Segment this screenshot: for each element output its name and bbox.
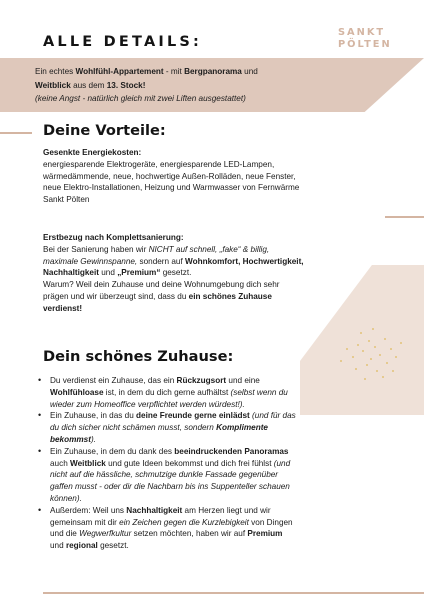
list-line — [50, 540, 398, 552]
list-line — [50, 434, 398, 446]
sparkle-dot — [368, 340, 370, 342]
list-line — [50, 517, 398, 529]
text-span: setzen möchten, haben wir auf — [131, 529, 248, 539]
erstbezug-line: Warum? Weil dein Zuhause und deine Wohnumgebung dich sehr — [43, 280, 280, 290]
energie-line: wärmedämmende, neue, hochwertige Außen-Rolläden, neue Fenster, — [43, 171, 296, 181]
list-line — [50, 399, 398, 411]
banner-line-2 — [35, 79, 365, 93]
bullet-icon: • — [38, 445, 42, 456]
heading-accent-rule — [0, 132, 32, 134]
footer-accent-rule — [43, 592, 424, 594]
list-line — [50, 481, 398, 493]
text-span: und gute Ideen bekommst und dich frei fühlst — [105, 458, 274, 468]
text-bold: verdienst! — [43, 303, 83, 313]
list-item — [38, 375, 398, 410]
sparkle-dot — [384, 338, 386, 340]
logo-line-1: SANKT — [338, 27, 386, 38]
text-span: aus dem — [70, 80, 107, 90]
text-span: Ein echtes — [35, 67, 76, 76]
list-line — [50, 469, 398, 481]
sparkle-dot — [400, 342, 402, 344]
text-italic: (keine Angst - natürlich gleich mit zwei Liften ausgestattet) — [35, 94, 246, 103]
text-span: und — [241, 67, 258, 76]
sparkle-dot — [386, 362, 388, 364]
sparkle-dot — [340, 360, 342, 362]
erstbezug-line — [43, 303, 304, 315]
list-line — [50, 493, 398, 505]
text-span: von Dingen — [248, 517, 293, 527]
energie-line: energiesparende Elektrogeräte, energiesparende LED-Lampen, — [43, 159, 275, 169]
text-bold: regional — [65, 541, 98, 551]
sparkle-dot — [360, 332, 362, 334]
erstbezug-title — [43, 232, 304, 244]
sparkle-dot — [372, 328, 374, 330]
right-accent-rule — [385, 216, 424, 218]
list-line — [50, 422, 398, 434]
sparkle-dot — [392, 370, 394, 372]
text-italic: gaffen musst - oder dir die Nachbarn bis ins Suppenteller schauen — [50, 482, 290, 492]
sankt-poelten-logo — [338, 27, 402, 50]
text-span: Bei der Sanierung haben wir — [43, 244, 149, 254]
zuhause-heading: Dein schönes Zuhause: — [43, 348, 234, 365]
banner-line-1 — [35, 65, 365, 79]
sparkle-dot — [355, 368, 357, 370]
bullet-icon: • — [38, 375, 42, 385]
sparkle-dot — [390, 348, 392, 350]
energie-title — [43, 147, 299, 159]
text-span: gesetzt. — [160, 268, 192, 278]
text-italic: können). — [50, 493, 82, 503]
text-bold: ein schönes Zuhause — [188, 291, 272, 301]
text-italic: nicht auf die hässliche, schmutzige dunkle Fassade gegenüber — [50, 470, 279, 480]
text-span: gemeinsam mit dir — [50, 517, 120, 527]
list-item — [38, 410, 398, 445]
text-span: - mit — [163, 67, 185, 76]
list-item — [38, 505, 398, 552]
bullet-icon: • — [38, 504, 42, 515]
text-italic: (selbst wenn du — [230, 387, 288, 397]
text-bold: Nachhaltigkeit — [43, 268, 99, 278]
sparkle-dot — [395, 356, 397, 358]
text-span: ist, in dem du dich gerne aufhältst — [103, 387, 231, 397]
erstbezug-section — [43, 232, 304, 315]
text-bold: Weitblick — [70, 458, 106, 468]
text-bold: Wohnkomfort, Hochwertigkeit, — [185, 256, 304, 266]
list-line — [50, 458, 398, 470]
sparkle-dot — [370, 358, 372, 360]
text-span: prägen und wir überzeugt sind, dass du — [43, 291, 189, 301]
list-line — [50, 446, 398, 458]
bullet-icon: • — [38, 410, 42, 421]
text-bold: Bergpanorama — [184, 67, 242, 76]
erstbezug-line — [43, 291, 304, 303]
text-italic: maximale Gewinnspanne, — [43, 256, 138, 266]
text-span: Du verdienst ein Zuhause, das ein — [50, 376, 177, 385]
sparkle-dot — [352, 356, 354, 358]
erstbezug-line — [43, 244, 304, 256]
text-bold: Erstbezug nach Komplettsanierung: — [43, 233, 184, 242]
text-bold: Premium — [247, 529, 283, 539]
energie-line: Sankt Pölten — [43, 195, 90, 205]
text-span: Außerdem: Weil uns — [50, 505, 127, 515]
sparkle-dot — [357, 344, 359, 346]
text-span: Ein Zuhause, in dem du dank des — [50, 446, 175, 456]
zuhause-list — [38, 375, 398, 552]
text-span: gesetzt. — [97, 541, 129, 551]
text-bold: Rückzugsort — [176, 376, 227, 385]
text-span: auch — [50, 458, 71, 468]
text-bold: beeindruckenden Panoramas — [174, 446, 289, 456]
text-italic: ein Zeichen gegen die Kurzlebigkeit — [119, 517, 249, 527]
vorteile-heading: Deine Vorteile: — [43, 122, 166, 139]
list-line — [50, 387, 398, 399]
list-line — [50, 528, 398, 540]
sparkle-dot — [362, 350, 364, 352]
page-title: ALLE DETAILS: — [43, 34, 203, 50]
text-span: sondern auf — [137, 256, 186, 266]
erstbezug-line — [43, 256, 304, 268]
text-italic: Wegwerfkultur — [79, 529, 132, 539]
list-line — [50, 505, 398, 517]
sparkle-dot — [374, 346, 376, 348]
sparkle-dot — [376, 370, 378, 372]
banner-line-3 — [35, 92, 365, 106]
list-line — [50, 375, 398, 387]
text-span: Ein Zuhause, in das du — [50, 411, 137, 421]
sparkle-dot — [366, 364, 368, 366]
sparkle-dot — [346, 348, 348, 350]
erstbezug-line — [43, 267, 304, 279]
energie-section — [43, 147, 299, 206]
text-span: und — [98, 268, 118, 278]
list-item — [38, 446, 398, 505]
text-bold: Gesenkte Energiekosten: — [43, 148, 142, 157]
text-bold: Wohlfühloase — [50, 387, 104, 397]
text-bold: deine Freunde gerne einlädst — [136, 411, 250, 421]
text-italic: ). — [90, 434, 96, 444]
text-bold: Nachhaltigkeit — [126, 505, 183, 515]
text-span: am Herzen liegt und wir — [182, 505, 271, 515]
text-bold-italic: Komplimente — [216, 423, 268, 433]
text-bold: Wohlfühl-Appartement — [75, 67, 164, 76]
text-span: und die — [50, 529, 80, 539]
list-line — [50, 410, 398, 422]
text-span: und eine — [226, 376, 260, 385]
text-bold: 13. Stock! — [106, 80, 146, 90]
text-italic: (und — [273, 458, 291, 468]
logo-line-2: PÖLTEN — [338, 38, 392, 50]
energie-line: neue Elektro-Installationen, Heizung und Warmwasser von Fernwärme — [43, 183, 300, 193]
text-bold: „Premium“ — [117, 268, 161, 278]
text-italic: (und für das — [249, 411, 296, 421]
text-span: und — [50, 541, 66, 551]
text-italic: NICHT auf schnell, „fake“ & billig, — [148, 244, 270, 254]
sparkle-dot — [379, 354, 381, 356]
text-italic: wieder zum Homeoffice verpflichtet werden würdest!). — [50, 399, 245, 409]
text-bold-italic: bekommst — [50, 434, 91, 444]
text-bold: Weitblick — [35, 80, 71, 90]
text-italic: du dich sicher nicht schämen musst, sondern — [50, 423, 217, 433]
intro-banner-text — [35, 65, 365, 106]
